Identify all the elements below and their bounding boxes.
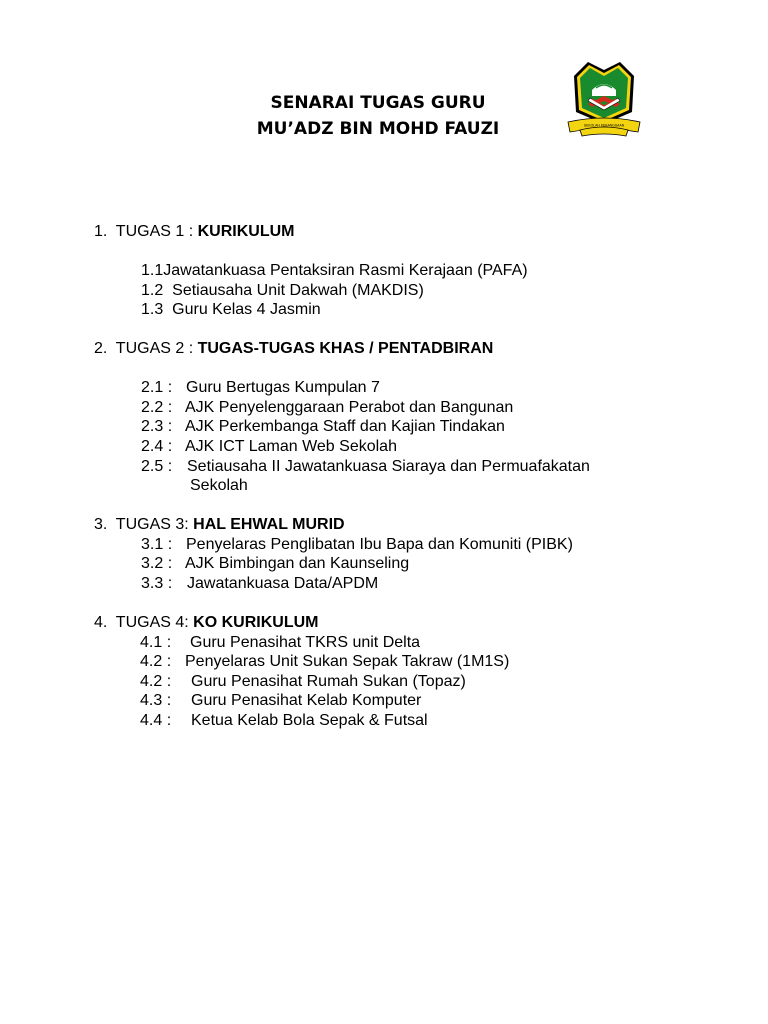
item-number: 2.4 : — [141, 438, 173, 455]
list-item — [141, 437, 397, 457]
list-item-continuation — [190, 476, 248, 496]
item-number: 4.1 : — [140, 634, 172, 651]
list-item — [140, 691, 422, 711]
document-title: SENARAI TUGAS GURU — [270, 93, 486, 113]
item-number: 3.2 : — [141, 555, 173, 572]
list-item — [140, 672, 466, 692]
item-number: 2.5 : — [141, 458, 173, 475]
school-crest-icon — [566, 56, 642, 140]
item-number: 3.1 : — [141, 536, 173, 553]
list-item — [141, 300, 321, 320]
item-text: Penyelaras Unit Sukan Sepak Takraw (1M1S) — [185, 653, 510, 670]
list-item — [141, 457, 590, 477]
section-prefix: TUGAS 4: — [115, 614, 194, 631]
item-number: 4.4 : — [140, 712, 172, 729]
item-number: 1.2 — [141, 282, 164, 299]
item-text: Setiausaha II Jawatankuasa Siaraya dan Permuafakatan — [187, 458, 590, 475]
item-text: Jawatankuasa Data/APDM — [187, 575, 379, 592]
section-prefix: TUGAS 2 : — [115, 340, 198, 357]
item-text: Guru Bertugas Kumpulan 7 — [186, 379, 380, 396]
list-item — [141, 261, 528, 281]
section-number: 1. — [94, 223, 108, 240]
list-item — [141, 417, 505, 437]
list-item — [141, 554, 410, 574]
section-number: 4. — [94, 614, 108, 631]
list-item — [141, 574, 379, 594]
section-title: HAL EHWAL MURID — [193, 516, 345, 533]
item-number: 2.2 : — [141, 399, 173, 416]
item-number: 4.2 : — [140, 653, 172, 670]
section-number: 3. — [94, 516, 108, 533]
list-item — [141, 281, 424, 301]
section-number: 2. — [94, 340, 108, 357]
list-item — [141, 378, 380, 398]
item-text: AJK Perkembanga Staff dan Kajian Tindakan — [185, 418, 505, 435]
item-number: 1.1 — [141, 262, 164, 279]
item-text: Guru Kelas 4 Jasmin — [172, 301, 321, 318]
item-number: 1.3 — [141, 301, 164, 318]
item-text: Sekolah — [190, 477, 248, 494]
item-text: Guru Penasihat Rumah Sukan (Topaz) — [191, 673, 466, 690]
item-text: Setiausaha Unit Dakwah (MAKDIS) — [172, 282, 424, 299]
section-heading — [94, 613, 318, 633]
section-prefix: TUGAS 1 : — [115, 223, 198, 240]
item-text: AJK Penyelenggaraan Perabot dan Bangunan — [185, 399, 514, 416]
item-text: AJK ICT Laman Web Sekolah — [185, 438, 397, 455]
section-prefix: TUGAS 3: — [115, 516, 194, 533]
item-text: Guru Penasihat TKRS unit Delta — [190, 634, 421, 651]
section-title: KURIKULUM — [197, 223, 295, 240]
list-item — [140, 652, 510, 672]
teacher-name: MU’ADZ BIN MOHD FAUZI — [256, 119, 500, 139]
item-number: 4.3 : — [140, 692, 172, 709]
section-heading — [94, 515, 345, 535]
item-text: Guru Penasihat Kelab Komputer — [191, 692, 422, 709]
list-item — [140, 711, 428, 731]
item-number: 2.3 : — [141, 418, 173, 435]
section-heading — [94, 339, 493, 359]
item-number: 3.3 : — [141, 575, 173, 592]
item-number: 4.2 : — [140, 673, 172, 690]
list-item — [141, 398, 514, 418]
item-text: Jawatankuasa Pentaksiran Rasmi Kerajaan (PAFA) — [163, 262, 528, 279]
svg-text:SEKOLAH KEBANGSAAN: SEKOLAH KEBANGSAAN — [583, 123, 625, 128]
section-title: KO KURIKULUM — [193, 614, 319, 631]
list-item — [141, 535, 573, 555]
item-number: 2.1 : — [141, 379, 173, 396]
item-text: Penyelaras Penglibatan Ibu Bapa dan Komuniti (PIBK) — [186, 536, 573, 553]
item-text: AJK Bimbingan dan Kaunseling — [185, 555, 410, 572]
section-title: TUGAS-TUGAS KHAS / PENTADBIRAN — [197, 340, 494, 357]
item-text: Ketua Kelab Bola Sepak & Futsal — [191, 712, 428, 729]
section-heading — [94, 222, 294, 242]
document-header — [0, 90, 768, 142]
list-item — [140, 633, 421, 653]
